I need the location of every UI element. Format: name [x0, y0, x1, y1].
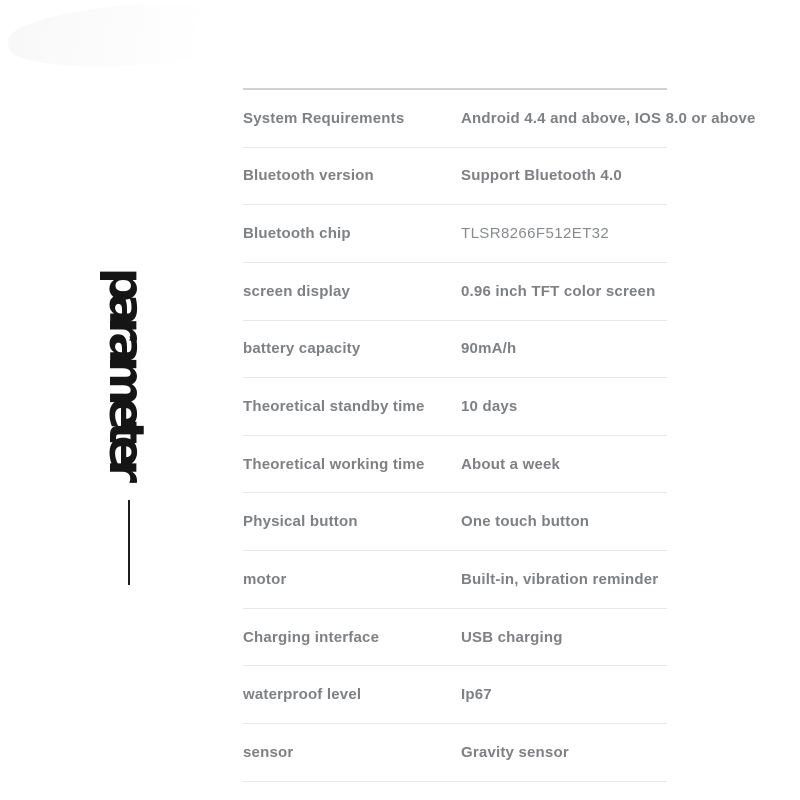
- spec-table: [243, 88, 756, 782]
- table-row: [243, 90, 756, 148]
- spec-label: Theoretical standby time: [243, 398, 425, 416]
- spec-label: System Requirements: [243, 109, 405, 127]
- table-row: [243, 321, 667, 379]
- spec-label: screen display: [243, 282, 351, 300]
- table-row: [243, 148, 667, 206]
- table-row: [243, 263, 667, 321]
- table-row: [243, 205, 667, 263]
- spec-value: 90mA/h: [461, 340, 517, 358]
- table-row: [243, 666, 667, 724]
- spec-label: Charging interface: [243, 628, 380, 646]
- spec-value: 0.96 inch TFT color screen: [461, 282, 656, 300]
- spec-label: Theoretical working time: [243, 455, 425, 473]
- table-row: [243, 551, 667, 609]
- spec-label: Bluetooth chip: [243, 225, 351, 243]
- spec-value: One touch button: [461, 513, 590, 531]
- table-row: [243, 609, 667, 667]
- spec-label: motor: [243, 570, 287, 588]
- spec-value: Android 4.4 and above, IOS 8.0 or above: [461, 109, 756, 127]
- spec-label: waterproof level: [243, 686, 362, 704]
- spec-value: Gravity sensor: [461, 743, 569, 761]
- spec-label: battery capacity: [243, 340, 361, 358]
- spec-label: sensor: [243, 743, 294, 761]
- table-row: [243, 493, 667, 551]
- spec-value: Support Bluetooth 4.0: [461, 167, 622, 185]
- spec-label: Bluetooth version: [243, 167, 374, 185]
- title-underline: [128, 500, 130, 585]
- table-row: [243, 724, 667, 782]
- spec-value: USB charging: [461, 628, 563, 646]
- background-smudge: [6, 0, 290, 74]
- page-title: parameter: [98, 267, 154, 475]
- table-row: [243, 436, 667, 494]
- table-row: [243, 378, 667, 436]
- spec-value: About a week: [461, 455, 561, 473]
- spec-value: Ip67: [461, 686, 492, 704]
- spec-label: Physical button: [243, 513, 358, 531]
- spec-value: TLSR8266F512ET32: [461, 225, 610, 243]
- spec-value: 10 days: [461, 398, 518, 416]
- spec-value: Built-in, vibration reminder: [461, 570, 659, 588]
